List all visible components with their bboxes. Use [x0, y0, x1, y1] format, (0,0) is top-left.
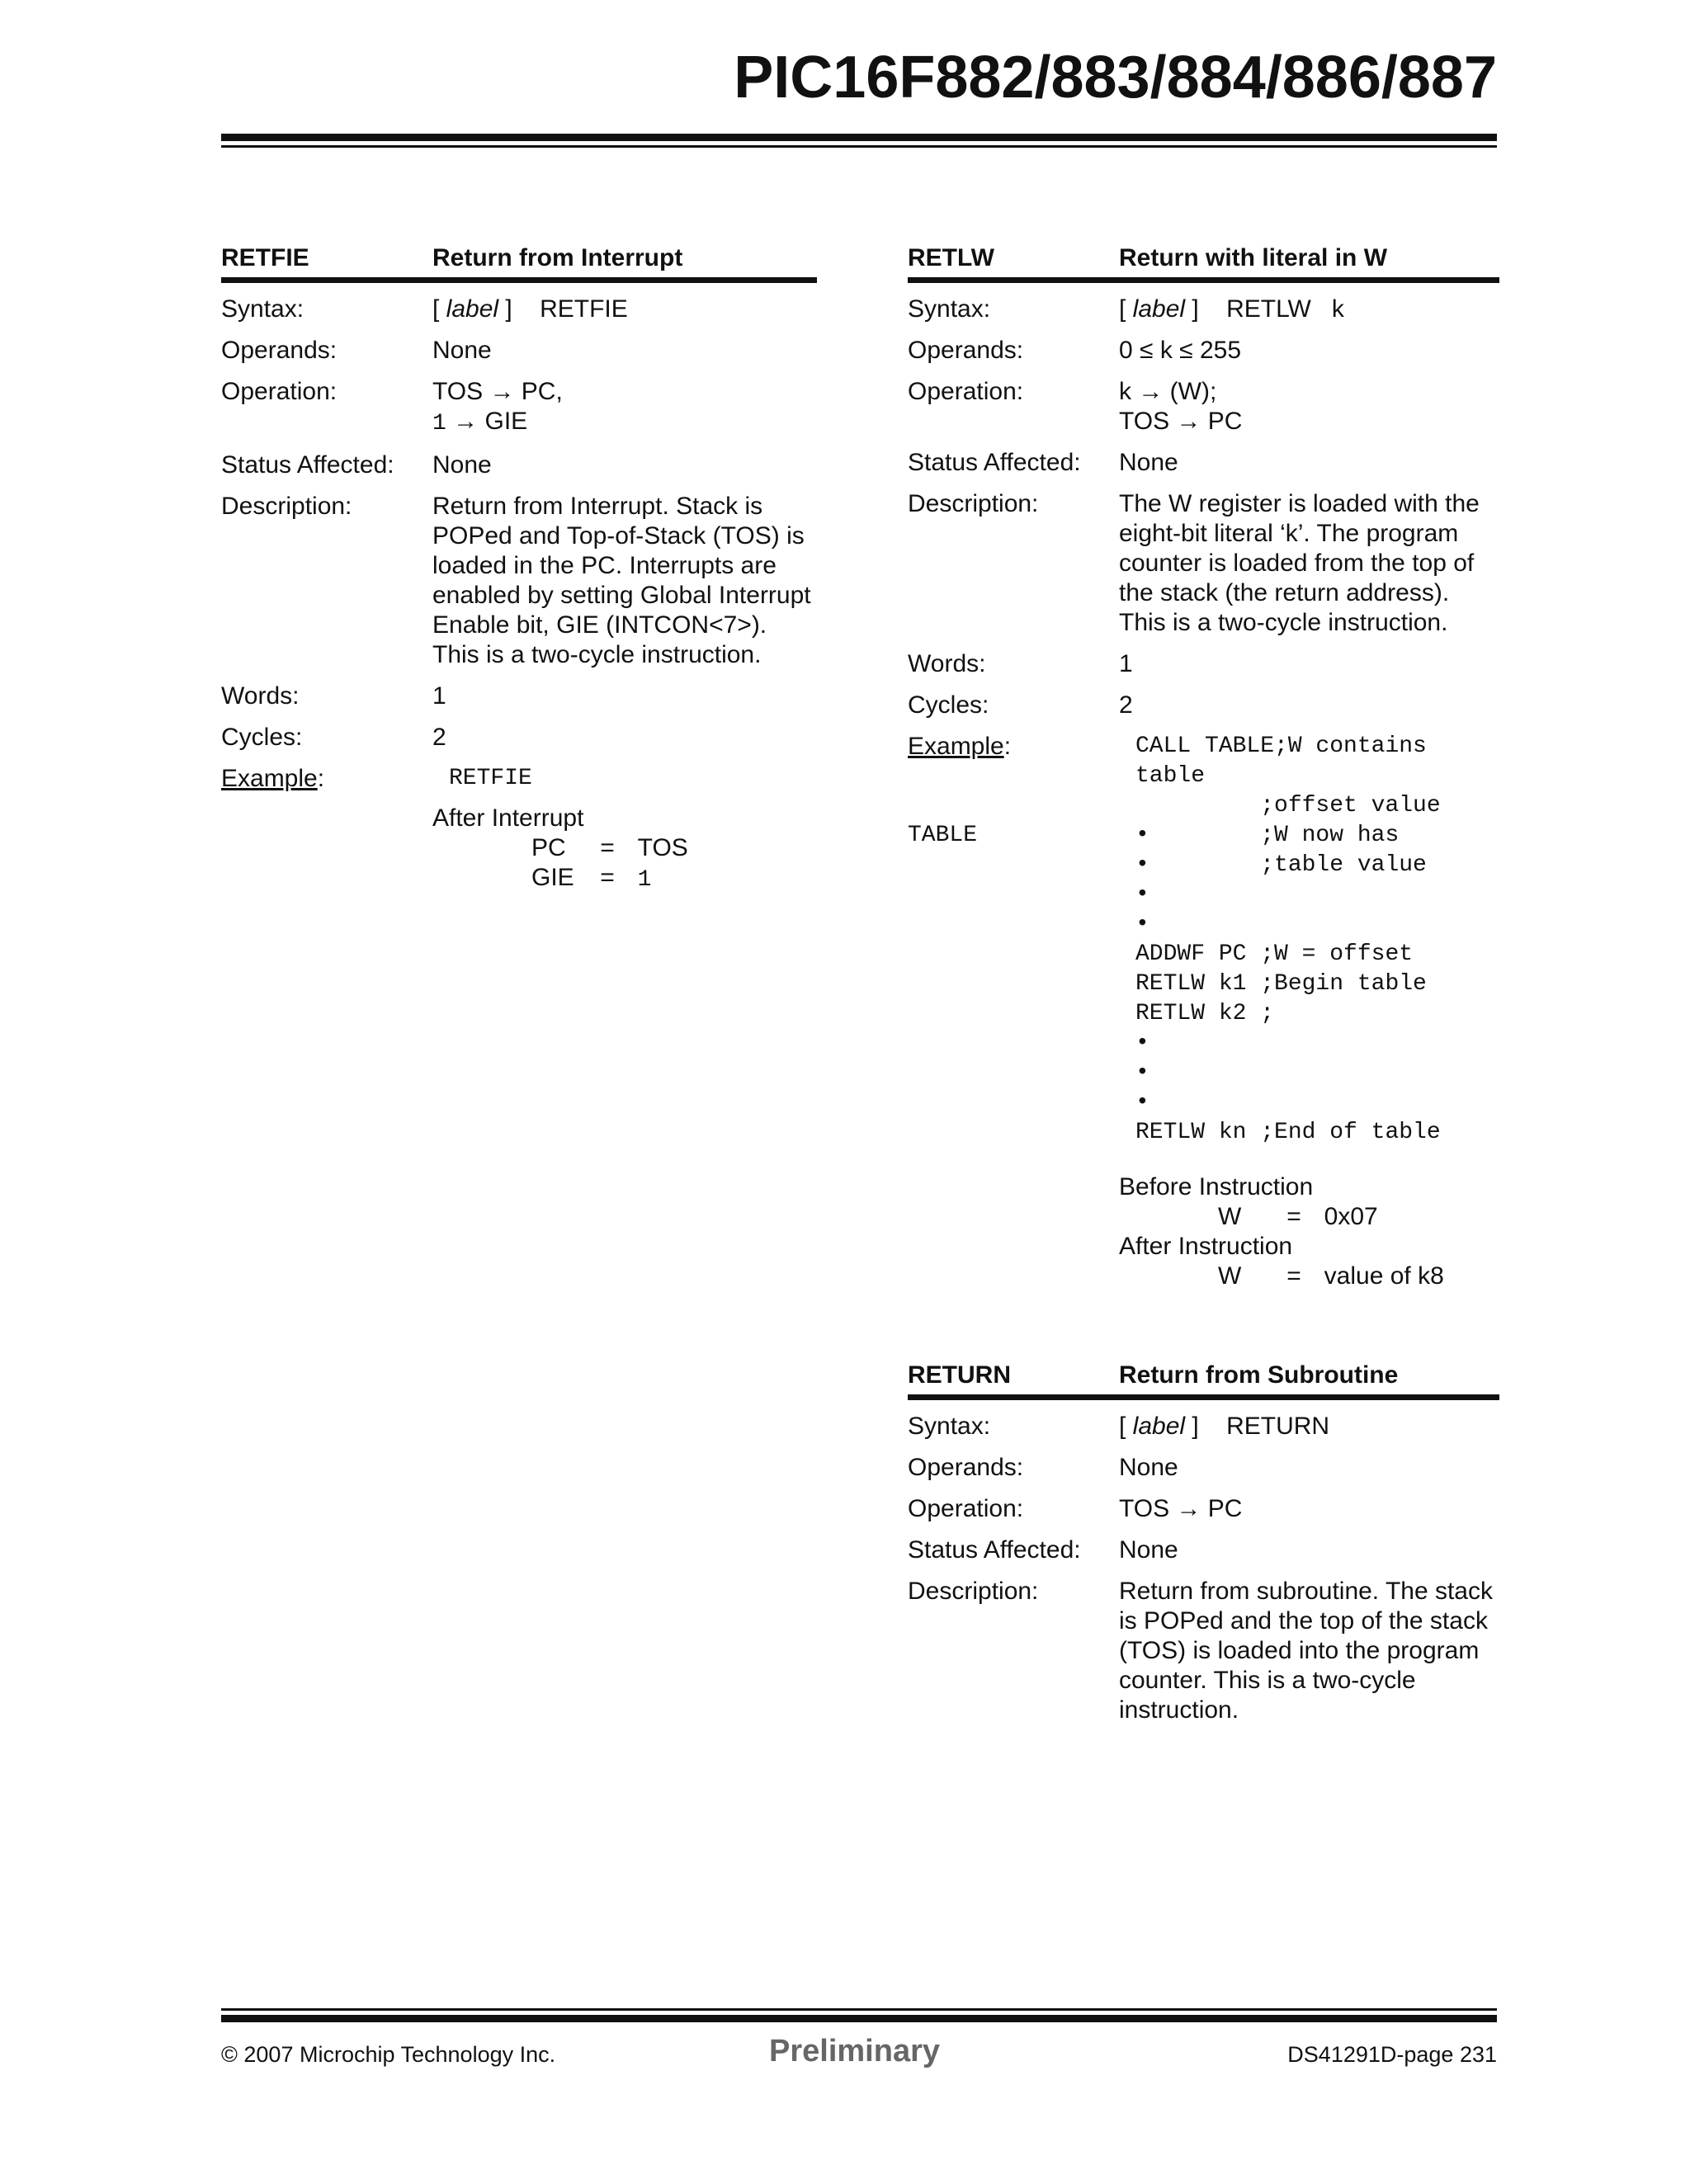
page-footer	[221, 2036, 1497, 2073]
retlw-header	[908, 241, 1499, 283]
code-label	[908, 910, 1119, 940]
retlw-words-row	[908, 649, 1499, 679]
footer-rule-thin	[221, 2008, 1497, 2011]
after-pc	[432, 833, 817, 863]
retlw-words: 1	[1119, 650, 1133, 677]
retfie-cycles: 2	[432, 724, 446, 751]
syntax-label: Syntax:	[221, 295, 304, 323]
code-label	[908, 851, 1119, 880]
operation-label: Operation:	[908, 1495, 1024, 1522]
footer-copyright: © 2007 Microchip Technology Inc.	[221, 2042, 556, 2067]
syntax-label-word: label	[1132, 1413, 1186, 1440]
retlw-status-row	[908, 448, 1499, 478]
code-line: RETLW kn ;End of table	[1135, 1120, 1441, 1145]
code-label	[908, 791, 1119, 821]
operation-line-1: k → (W);	[1119, 378, 1217, 405]
description-label: Description:	[908, 490, 1039, 517]
code-line: •	[1135, 882, 1149, 908]
before-w	[1119, 1202, 1499, 1232]
return-operands: None	[1119, 1454, 1178, 1481]
retlw-operation	[1119, 377, 1499, 436]
retlw-status: None	[1119, 449, 1178, 476]
syntax-label-word: label	[1132, 295, 1186, 323]
retlw-operation-row	[908, 377, 1499, 436]
retlw-syntax-row	[908, 295, 1499, 324]
retfie-words-row	[221, 682, 817, 711]
code-line: RETLW k1 ;Begin table	[1135, 971, 1427, 997]
retfie-status: None	[432, 451, 492, 479]
example-label-wrap: Example:	[221, 765, 325, 792]
before-w-val: 0x07	[1324, 1203, 1378, 1230]
return-status-row	[908, 1535, 1499, 1565]
code-line: ;offset value	[1135, 793, 1441, 818]
retlw-operands: 0 ≤ k ≤ 255	[1119, 337, 1242, 364]
gie-val: 1	[637, 867, 652, 893]
code-line: • ;table value	[1135, 852, 1427, 878]
footer-rule-thick	[221, 2015, 1497, 2022]
example-label: Example	[221, 765, 318, 792]
operation-label: Operation:	[221, 378, 338, 405]
retfie-description-row	[221, 492, 817, 670]
cycles-label: Cycles:	[221, 724, 303, 751]
pc-name: PC	[531, 834, 566, 861]
before-w-name: W	[1218, 1203, 1242, 1230]
retlw-cycles-row	[908, 691, 1499, 720]
operation-literal: 1	[432, 411, 446, 436]
syntax-label: Syntax:	[908, 1413, 991, 1440]
syntax-instr: RETLW k	[1226, 295, 1344, 323]
words-label: Words:	[221, 682, 300, 710]
retfie-section	[221, 241, 817, 895]
retfie-description: Return from Interrupt. Stack is POPed and Top-of-Stack (TOS) is loaded in the PC. Interrupts are enabled by setting Global Interrupt Enable bit, GIE (INTCON<7>). This is a two-cycle instruction.	[432, 493, 811, 668]
syntax-close: ]	[498, 295, 512, 323]
page-title: PIC16F882/883/884/886/887	[734, 45, 1497, 111]
code-label	[908, 1088, 1119, 1118]
after-heading: After Instruction	[1119, 1233, 1293, 1260]
syntax-instr: RETFIE	[540, 295, 628, 323]
syntax-open: [	[432, 295, 446, 323]
code-line: • ;W now has	[1135, 823, 1400, 848]
code-label	[908, 1059, 1119, 1088]
retfie-example	[432, 764, 817, 895]
operation-target: → GIE	[446, 408, 528, 435]
syntax-open: [	[1119, 295, 1133, 323]
retfie-header	[221, 241, 817, 283]
retlw-cycles: 2	[1119, 691, 1133, 719]
footer-page-number: DS41291D-page 231	[1287, 2042, 1497, 2067]
pc-eq: =	[600, 834, 615, 861]
return-operation-row	[908, 1494, 1499, 1524]
retfie-operands: None	[432, 337, 492, 364]
code-line: table	[1135, 763, 1206, 789]
return-operands-row	[908, 1453, 1499, 1483]
retfie-syntax-row	[221, 295, 817, 324]
syntax-label-word: label	[446, 295, 499, 323]
cycles-label: Cycles:	[908, 691, 989, 719]
retfie-syntax	[432, 295, 817, 324]
retlw-description: The W register is loaded with the eight-bit literal ‘k’. The program counter is loaded from the top of the stack (the return address). This is a two-cycle instruction.	[1119, 490, 1480, 636]
return-syntax-row	[908, 1412, 1499, 1441]
retlw-example-row	[908, 732, 1499, 1291]
header-rule-thick	[221, 134, 1497, 141]
operands-label: Operands:	[908, 1454, 1024, 1481]
code-line: •	[1135, 912, 1149, 937]
description-label: Description:	[908, 1578, 1039, 1605]
syntax-close: ]	[1185, 295, 1199, 323]
retlw-section	[908, 241, 1499, 1291]
retfie-heading: Return from Interrupt	[432, 244, 683, 271]
retlw-mnemonic: RETLW	[908, 244, 994, 271]
example-code: RETFIE	[449, 766, 532, 791]
code-line: •	[1135, 1031, 1149, 1056]
status-label: Status Affected:	[221, 451, 394, 479]
code-line: •	[1135, 1060, 1149, 1086]
after-w	[1119, 1262, 1499, 1291]
after-gie	[432, 863, 817, 895]
words-label: Words:	[908, 650, 986, 677]
operation-line-1: TOS → PC,	[432, 378, 563, 405]
return-description-row	[908, 1577, 1499, 1725]
operands-label: Operands:	[908, 337, 1024, 364]
code-label	[908, 969, 1119, 999]
syntax-close: ]	[1185, 1413, 1199, 1440]
status-label: Status Affected:	[908, 449, 1081, 476]
after-heading: After Interrupt	[432, 804, 584, 832]
syntax-instr: RETURN	[1226, 1413, 1330, 1440]
retfie-mnemonic: RETFIE	[221, 244, 309, 271]
example-label: Example	[908, 733, 1004, 760]
code-label: TABLE	[908, 823, 978, 848]
example-label-wrap: Example:	[908, 733, 1012, 760]
status-label: Status Affected:	[908, 1536, 1081, 1564]
retfie-example-row	[221, 764, 817, 895]
return-syntax	[1119, 1412, 1499, 1441]
return-section	[908, 1358, 1499, 1725]
code-label	[908, 762, 1119, 791]
syntax-label: Syntax:	[908, 295, 991, 323]
before-heading: Before Instruction	[1119, 1173, 1314, 1200]
after-w-eq: =	[1286, 1262, 1301, 1290]
retfie-status-row	[221, 450, 817, 480]
code-label	[908, 1118, 1119, 1148]
header-rule-thin	[221, 145, 1497, 148]
gie-eq: =	[600, 864, 615, 891]
return-header	[908, 1358, 1499, 1400]
operation-label: Operation:	[908, 378, 1024, 405]
operation-line-2	[432, 407, 817, 439]
retlw-example-code	[908, 732, 1499, 1148]
operation-line-2: TOS → PC	[1119, 408, 1243, 435]
retfie-cycles-row	[221, 723, 817, 752]
retfie-operation-row	[221, 377, 817, 439]
retfie-words: 1	[432, 682, 446, 710]
retlw-description-row	[908, 489, 1499, 638]
retlw-heading: Return with literal in W	[1119, 244, 1388, 271]
retfie-operation	[432, 377, 817, 439]
code-line: •	[1135, 1090, 1149, 1116]
code-label	[908, 1029, 1119, 1059]
return-heading: Return from Subroutine	[1119, 1361, 1399, 1389]
retlw-operands-row	[908, 336, 1499, 366]
pc-val: TOS	[637, 834, 688, 861]
return-operation: TOS → PC	[1119, 1495, 1243, 1522]
code-label	[908, 880, 1119, 910]
return-description: Return from subroutine. The stack is POPed and the top of the stack (TOS) is loaded into the program counter. This is a two-cycle instruction.	[1119, 1578, 1493, 1724]
retlw-syntax	[1119, 295, 1499, 324]
description-label: Description:	[221, 493, 352, 520]
after-w-val: value of k8	[1324, 1262, 1444, 1290]
retfie-operands-row	[221, 336, 817, 366]
return-mnemonic: RETURN	[908, 1361, 1011, 1389]
return-status: None	[1119, 1536, 1178, 1564]
code-line: CALL TABLE;W contains	[1135, 734, 1427, 759]
footer-status: Preliminary	[769, 2034, 940, 2068]
before-w-eq: =	[1286, 1203, 1301, 1230]
code-label	[908, 940, 1119, 969]
gie-name: GIE	[531, 864, 574, 891]
after-w-name: W	[1218, 1262, 1242, 1290]
code-line: ADDWF PC ;W = offset	[1135, 941, 1414, 967]
code-label	[908, 999, 1119, 1029]
syntax-open: [	[1119, 1413, 1133, 1440]
code-line: RETLW k2 ;	[1135, 1001, 1275, 1026]
retlw-before-after	[1119, 1172, 1499, 1291]
operands-label: Operands:	[221, 337, 338, 364]
